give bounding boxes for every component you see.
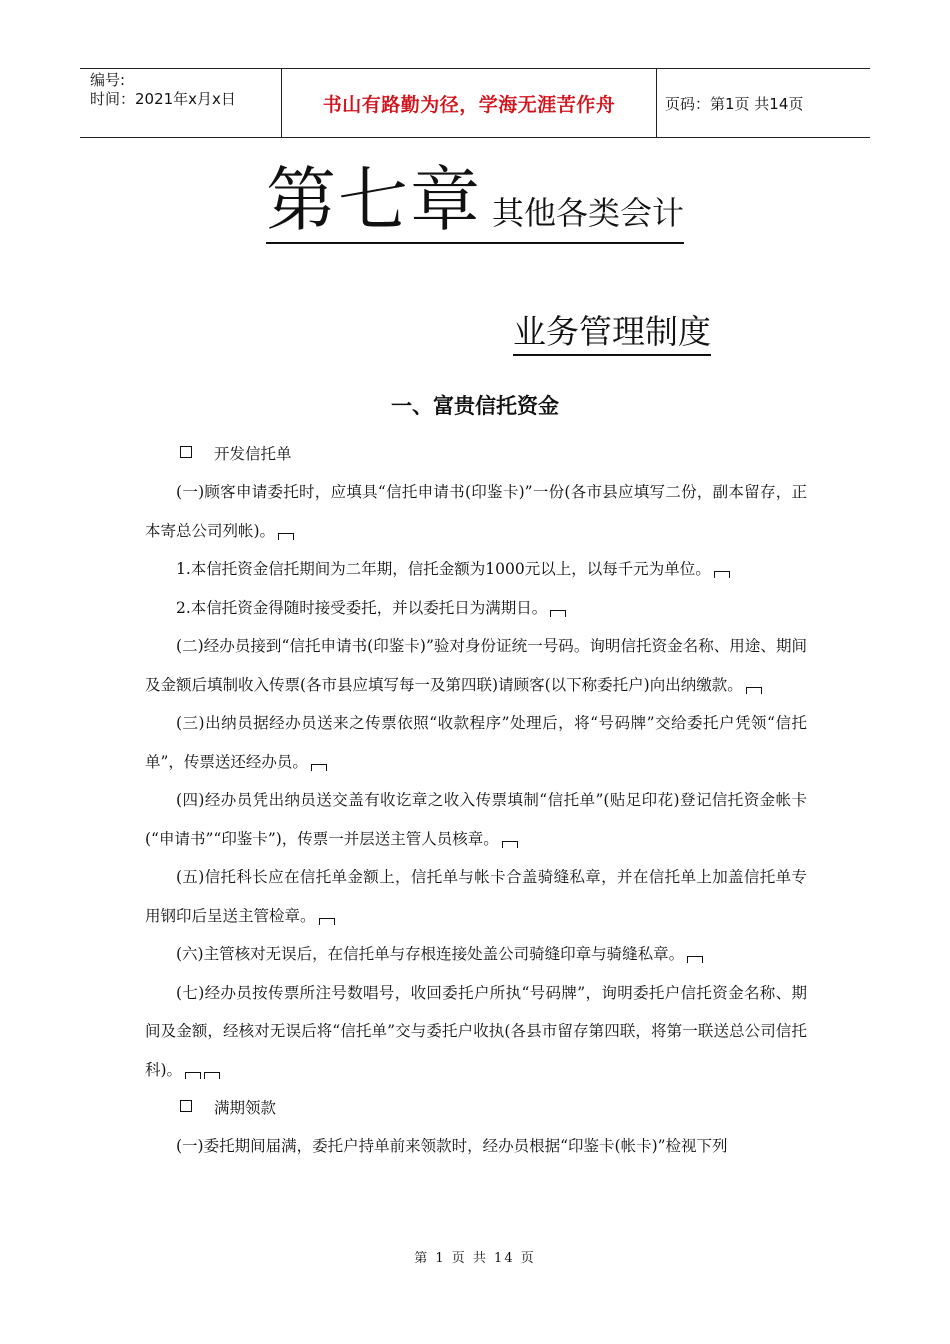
chapter-title [0,160,950,244]
paragraph-text: (一)顾客申请委托时，应填具“信托申请书(印鉴卡)”一份(各市县应填写二份，副本留存，正本寄总公司列帐)。 [145,483,807,540]
paragraph [145,974,807,1090]
paragraph [145,704,807,781]
paragraph [145,858,807,935]
header-meta [80,69,282,137]
header-page-info: 页码：第1页 共14页 [665,94,804,113]
paragraph-text: (七)经办员按传票所注号数唱号，收回委托户所执“号码牌”，询明委托户信托资金名称、期间及金额，经核对无误后将“信托单”交与委托户收执(各县市留存第四联，将第一联送总公司信托科)。 [145,983,807,1079]
section-heading: 一、富贵信托资金 [391,394,559,418]
paragraph-mark-icon [502,841,518,848]
paragraph-mark-icon [319,918,335,925]
paragraph-mark-icon [278,533,294,540]
subsection-bullet [180,1089,807,1127]
body-content [145,435,807,1166]
paragraph [145,781,807,858]
paragraph-text: (四)经办员凭出纳员送交盖有收讫章之收入传票填制“信托单”(贴足印花)登记信托资金帐卡(“申请书”“印鉴卡”)，传票一并层送主管人员核章。 [145,791,807,848]
paragraph-mark-icon [185,1072,201,1079]
checkbox-square-icon [180,1100,192,1112]
paragraph-text: (二)经办员接到“信托申请书(印鉴卡)”验对身份证统一号码。询明信托资金名称、用途、期间及金额后填制收入传票(各市县应填写每一及第四联)请顾客(以下称委托户)向出纳缴款。 [145,637,807,694]
paragraph-mark-icon [204,1072,220,1079]
paragraph-text: 1.本信托资金信托期间为二年期，信托金额为1000元以上，以每千元为单位。 [176,560,711,578]
subsection-bullet [180,435,807,473]
paragraph [145,473,807,550]
paragraph-mark-icon [714,571,730,578]
paragraph-mark-icon [550,610,566,617]
subsection-label: 开发信托单 [214,445,292,463]
paragraph [145,589,807,628]
paragraph [145,550,807,589]
chapter-subtitle: 业务管理制度 [513,310,711,356]
page-header [80,68,870,138]
paragraph-text: (五)信托科长应在信托单金额上，信托单与帐卡合盖骑缝私章，并在信托单上加盖信托单专用钢印后呈送主管检章。 [145,868,807,925]
paragraph-text: (三)出纳员据经办员送来之传票依照“收款程序”处理后，将“号码牌”交给委托户凭领“信托单”，传票送还经办员。 [145,714,807,771]
paragraph-mark-icon [746,687,762,694]
time-label: 时间：2021年x月x日 [90,90,236,108]
paragraph [145,935,807,974]
header-motto: 书山有路勤为径，学海无涯苦作舟 [282,69,657,137]
paragraph-mark-icon [311,764,327,771]
number-label: 编号: [90,71,126,89]
subsection-label: 满期领款 [214,1099,277,1117]
paragraph-text: (六)主管核对无误后，在信托单与存根连接处盖公司骑缝印章与骑缝私章。 [176,945,685,963]
chapter-number: 第七章 [265,159,482,241]
paragraph [145,1127,807,1166]
paragraph-mark-icon [687,956,703,963]
paragraph [145,627,807,704]
paragraph-text: (一)委托期间届满，委托户持单前来领款时，经办员根据“印鉴卡(帐卡)”检视下列 [176,1137,728,1155]
chapter-title-line [266,160,684,244]
page-footer: 第 1 页 共 14 页 [414,1251,536,1266]
paragraph-text: 2.本信托资金得随时接受委托，并以委托日为满期日。 [176,598,548,617]
chapter-title-rest: 其他各类会计 [491,194,684,232]
checkbox-square-icon [180,446,192,458]
